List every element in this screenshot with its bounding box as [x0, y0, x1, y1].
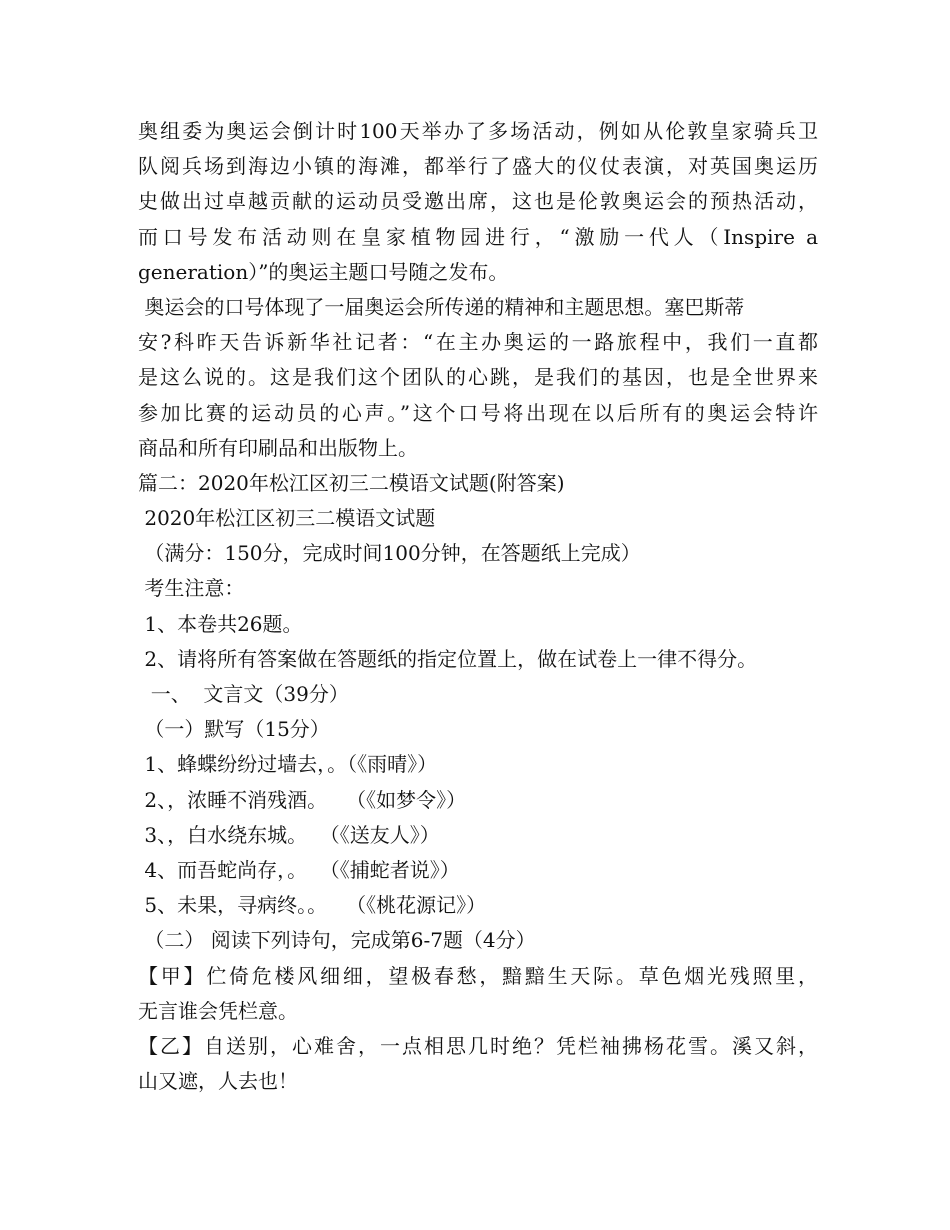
text-line: 安?科昨天告诉新华社记者：“在主办奥运的一路旅程中，我们一直都	[138, 330, 818, 355]
text-line: 考生注意：	[138, 576, 245, 601]
text-line: 而口号发布活动则在皇家植物园进行，“激励一代人（Inspire a	[138, 224, 818, 249]
subsection-heading: （二） 阅读下列诗句，完成第6-7题（4分）	[138, 928, 536, 953]
question-item: 3、，白水绕东城。 （《送友人》）	[138, 822, 440, 847]
subsection-heading: （一）默写（15分）	[138, 717, 330, 742]
text-line: 商品和所有印刷品和出版物上。	[138, 435, 418, 460]
text-line: 参加比赛的运动员的心声。”这个口号将出现在以后所有的奥运会特许	[138, 400, 818, 425]
text-line: 史做出过卓越贡献的运动员受邀出席，这也是伦敦奥运会的预热活动，	[138, 189, 818, 214]
text-line: 是这么说的。这是我们这个团队的心跳，是我们的基因，也是全世界来	[138, 365, 818, 390]
poem-line: 【乙】自送别，心难舍，一点相思几时绝？凭栏袖拂杨花雪。溪又斜，	[138, 1033, 818, 1058]
poem-line: 【甲】伫倚危楼风细细，望极春愁，黯黯生天际。草色烟光残照里，	[138, 963, 818, 988]
document-body	[138, 114, 818, 1099]
poem-line: 山又遮，人去也！	[138, 1069, 298, 1094]
text-line: （满分：150分，完成时间100分钟，在答题纸上完成）	[138, 541, 641, 566]
text-line: generation）”的奥运主题口号随之发布。	[138, 259, 509, 284]
text-line: 队阅兵场到海边小镇的海滩，都举行了盛大的仪仗表演，对英国奥运历	[138, 154, 818, 179]
poem-line: 无言谁会凭栏意。	[138, 998, 298, 1023]
section-heading: 篇二：2020年松江区初三二模语文试题(附答案)	[138, 470, 565, 495]
text-line: 奥组委为奥运会倒计时100天举办了多场活动，例如从伦敦皇家骑兵卫	[138, 119, 818, 143]
question-item: 5、未果，寻病终。。 （《桃花源记》）	[138, 893, 487, 918]
text-line: 奥运会的口号体现了一届奥运会所传递的精神和主题思想。塞巴斯蒂	[138, 294, 745, 319]
section-heading: 一、 文言文（39分）	[138, 682, 349, 706]
question-item: 4、而吾蛇尚存，。 （《捕蛇者说》）	[138, 857, 460, 882]
exam-title: 2020年松江区初三二模语文试题	[138, 506, 436, 531]
question-item: 2、，浓睡不消残酒。 （《如梦令》）	[138, 787, 467, 812]
text-line: 2、请将所有答案做在答题纸的指定位置上，做在试卷上一律不得分。	[138, 646, 758, 671]
question-item: 1、蜂蝶纷纷过墙去，。（《雨晴》）	[138, 752, 438, 777]
text-line: 1、本卷共26题。	[138, 611, 303, 636]
